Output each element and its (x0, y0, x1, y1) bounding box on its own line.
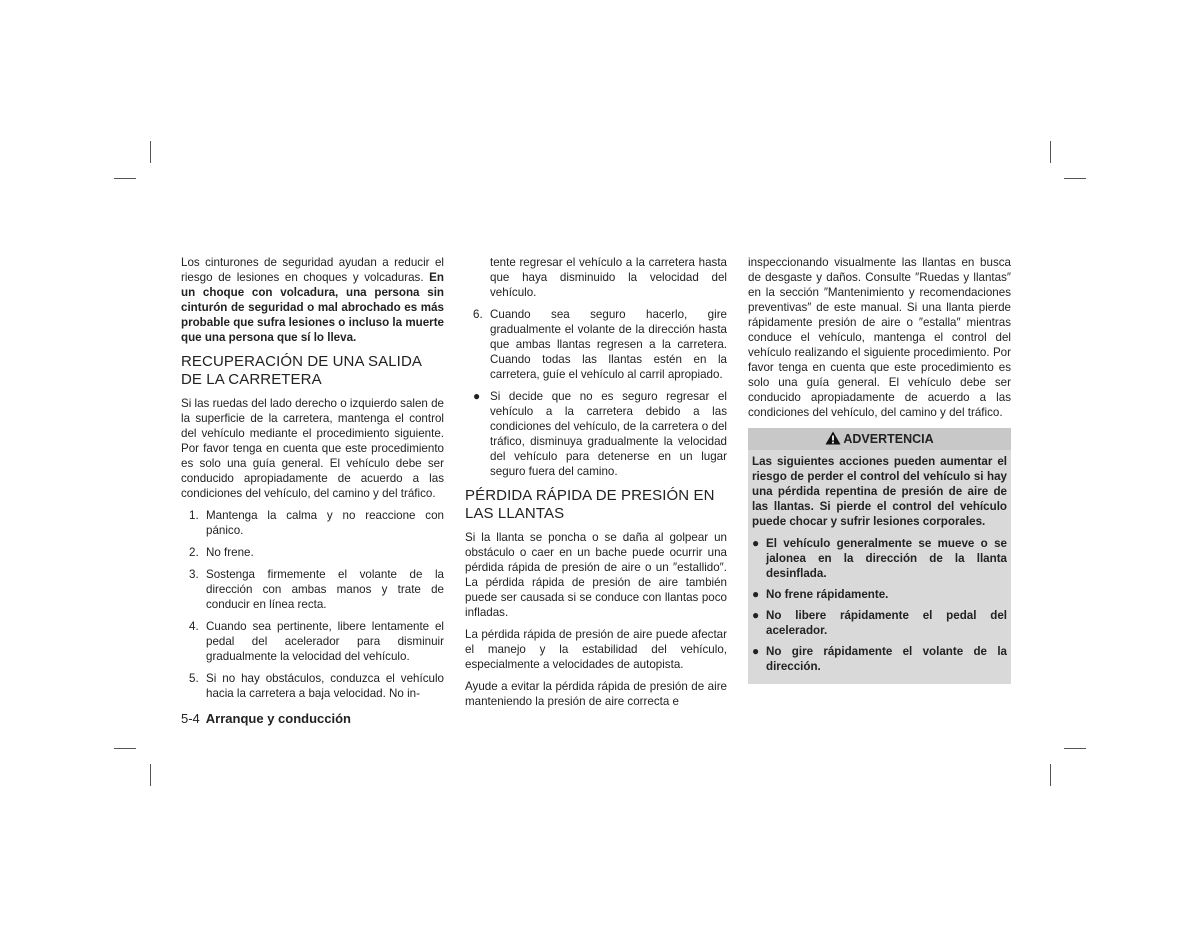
warning-bullet-text: No frene rápidamente. (766, 588, 889, 601)
warning-bullet-text: No libere rápidamente el pedal del acelerador. (766, 609, 1007, 637)
crop-mark (150, 764, 151, 786)
bullet-icon: ● (752, 536, 760, 550)
bullet-text: Si decide que no es seguro regresar el vehículo a la carretera debido a las condiciones del vehículo, de la carretera o del tráfico, disminuya gradualmente la velocidad del vehículo para detenerse en un lugar seguro fuera del camino. (490, 390, 727, 478)
step-text: Cuando sea seguro hacerlo, gire gradualmente el volante de la dirección hasta que ambas llantas regresen a la carretera. Cuando todas las llantas estén en la carretera, guíe el vehículo al carril apropiado. (490, 308, 727, 381)
intro-text: Los cinturones de seguridad ayudan a reducir el riesgo de lesiones en choques y volcaduras. (181, 256, 444, 284)
list-item (752, 536, 1007, 581)
crop-mark (1050, 141, 1051, 163)
section-heading-road-departure: RECUPERACIÓN DE UNA SALIDA DE LA CARRETERA (181, 353, 422, 388)
tire-paragraph-2: La pérdida rápida de presión de aire puede afectar el manejo y la estabilidad del vehículo, especialmente a velocidades de autopista. (465, 628, 727, 671)
warning-bullet-text: No gire rápidamente el volante de la dirección. (766, 645, 1007, 673)
step-text: Mantenga la calma y no reaccione con pánico. (206, 509, 444, 537)
page-number: 5-4 (181, 711, 200, 726)
list-item (181, 671, 444, 701)
warning-title: ADVERTENCIA (843, 432, 934, 446)
crop-mark (150, 141, 151, 163)
section-heading-tire-pressure: PÉRDIDA RÁPIDA DE PRESIÓN EN LAS LLANTAS (465, 487, 715, 522)
tire-paragraph-3: Ayude a evitar la pérdida rápida de presión de aire manteniendo la presión de aire correcta e (465, 680, 727, 708)
step-text: Cuando sea pertinente, libere lentamente el pedal del acelerador para disminuir gradualmente la velocidad del vehículo. (206, 620, 444, 663)
column-middle (465, 255, 727, 716)
crop-mark (1064, 178, 1086, 179)
bullet-icon: ● (752, 608, 760, 622)
step-number: 6. (473, 308, 483, 321)
recovery-steps (181, 508, 444, 701)
step-number: 4. (189, 620, 199, 633)
intro-bold-text: En un choque con volcadura, una persona sin cinturón de seguridad o mal abrochado es más probable que sufra lesiones o incluso la muerte que una persona que sí lo lleva. (181, 271, 444, 344)
step-number: 3. (189, 568, 199, 581)
inspection-paragraph: inspeccionando visualmente las llantas en busca de desgaste y daños. Consulte ″Ruedas y llantas″ en la sección ″Mantenimiento y recomendaciones preventivas″ de este manual. Si una llanta pierde rápidamente presión de aire o ″estalla″ mientras conduce el vehículo, mantenga el control del vehículo realizando el siguiente procedimiento. Por favor tenga en cuenta que este procedimiento es solo una guía general. El vehículo debe ser conducido apropiadamente de acuerdo a las condiciones del vehículo, del camino y del tráfico. (748, 256, 1011, 419)
warning-intro: Las siguientes acciones pueden aumentar el riesgo de perder el control del vehículo si hay una pérdida repentina de presión de aire de las llantas. Si pierde el control del vehículo puede chocar y sufrir lesiones corporales. (752, 455, 1007, 528)
step-text: No frene. (206, 546, 254, 559)
list-item (465, 307, 727, 382)
warning-bullet-text: El vehículo generalmente se mueve o se jalonea en la dirección de la llanta desinflada. (766, 537, 1007, 580)
page-footer (181, 710, 351, 728)
list-item (752, 587, 1007, 602)
intro-paragraph (181, 255, 444, 345)
warning-triangle-icon (825, 431, 841, 445)
crop-mark (114, 748, 136, 749)
step-number: 2. (189, 546, 199, 559)
section-title: Arranque y conducción (205, 711, 351, 726)
list-item (465, 389, 727, 479)
crop-mark (1064, 748, 1086, 749)
step-number: 5. (189, 672, 199, 685)
road-departure-paragraph: Si las ruedas del lado derecho o izquierdo salen de la superficie de la carretera, mantenga el control del vehículo mediante el procedimiento siguiente. Por favor tenga en cuenta que este procedimiento es solo una guía general. El vehículo debe ser conducido apropiadamente de acuerdo a las condiciones del vehículo, del camino y del tráfico. (181, 397, 444, 500)
list-item (181, 545, 444, 560)
column-right (748, 255, 1011, 684)
step-text: Sostenga firmemente el volante de la dirección con ambas manos y trate de conducir en línea recta. (206, 568, 444, 611)
step-continuation: tente regresar el vehículo a la carretera hasta que haya disminuido la velocidad del vehículo. (490, 256, 727, 299)
column-left (181, 255, 444, 708)
step-number: 1. (189, 509, 199, 522)
list-item (181, 619, 444, 664)
list-item (181, 567, 444, 612)
bullet-icon: ● (473, 389, 481, 403)
warning-body (748, 454, 1011, 674)
step-text: Si no hay obstáculos, conduzca el vehículo hacia la carretera a baja velocidad. No in- (206, 672, 444, 700)
tire-paragraph-1: Si la llanta se poncha o se daña al golpear un obstáculo o caer en un bache puede ocurrir una pérdida rápida de presión de aire o un ″estallido″. La pérdida rápida de presión de aire también puede ser causada si se conduce con llantas poco infladas. (465, 531, 727, 619)
list-item (181, 508, 444, 538)
crop-mark (1050, 764, 1051, 786)
crop-mark (114, 178, 136, 179)
warning-box (748, 428, 1011, 684)
warning-header (748, 428, 1011, 450)
list-item (752, 644, 1007, 674)
bullet-icon: ● (752, 644, 760, 658)
list-item (752, 608, 1007, 638)
bullet-icon: ● (752, 587, 760, 601)
